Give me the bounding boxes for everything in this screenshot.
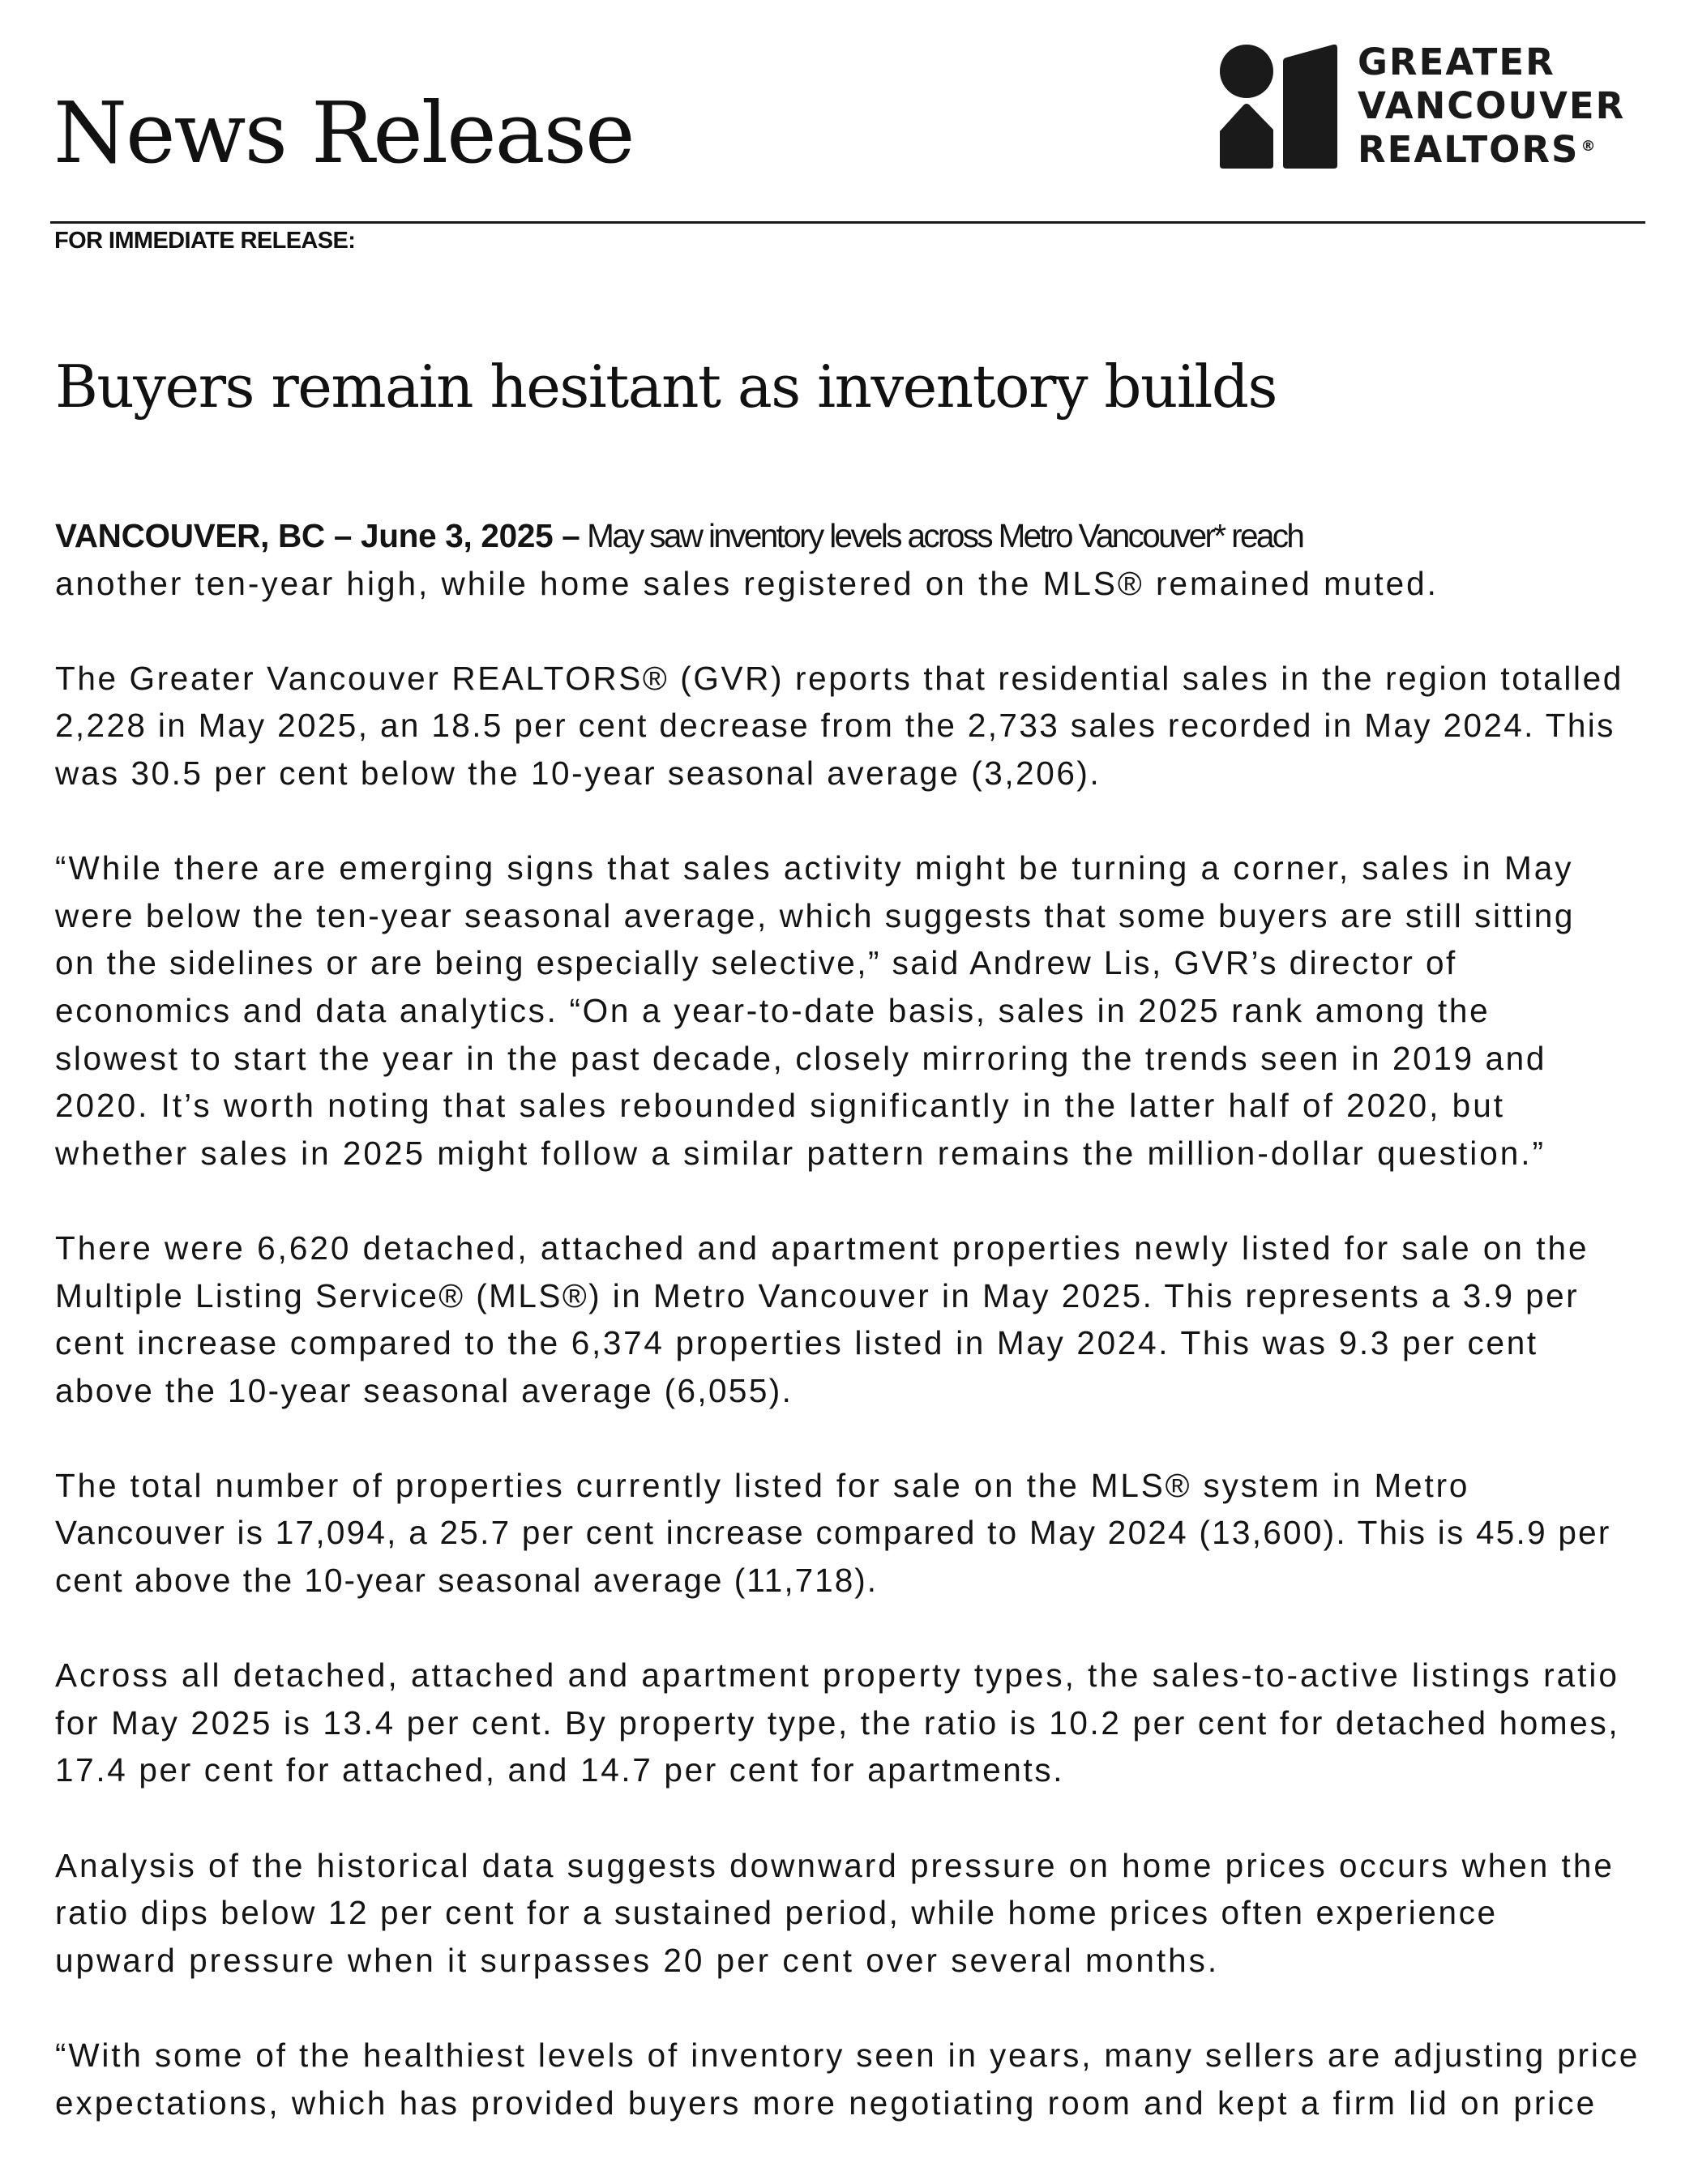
text-line: The Greater Vancouver REALTORS® (GVR) reports that residential sales in the region totalled xyxy=(55,659,1623,697)
text-line xyxy=(55,512,1652,560)
masthead-title: News Release xyxy=(53,83,634,182)
paragraph-sales-ratio xyxy=(55,1652,1652,1794)
text-line: economics and data analytics. “On a year-to-date basis, sales in 2025 rank among the xyxy=(55,991,1491,1029)
dateline: VANCOUVER, BC – June 3, 2025 – xyxy=(55,517,580,554)
gvr-logo xyxy=(1216,41,1653,178)
text-line: expectations, which has provided buyers more negotiating room and kept a firm lid on price xyxy=(55,2084,1598,2122)
paragraph-analysis xyxy=(55,1842,1652,1985)
article-body xyxy=(55,512,1652,2174)
header-divider xyxy=(50,221,1645,224)
text-line: Analysis of the historical data suggests downward pressure on home prices occurs when the xyxy=(55,1846,1615,1884)
logo-wordmark-line: REALTORS xyxy=(1358,128,1580,171)
text-line: Vancouver is 17,094, a 25.7 per cent increase compared to May 2024 (13,600). This is 45.9 per xyxy=(55,1514,1611,1552)
logo-wordmark-line-realtors xyxy=(1358,128,1625,172)
logo-building-shape xyxy=(1283,45,1337,169)
text-line: The total number of properties currently listed for sale on the MLS® system in Metro xyxy=(55,1466,1470,1504)
paragraph-quote-inventory xyxy=(55,2032,1652,2126)
text-line-content: May saw inventory levels across Metro Vancouver* reach xyxy=(580,517,1303,554)
registered-mark: ® xyxy=(1580,138,1598,155)
text-line: another ten-year high, while home sales registered on the MLS® remained muted. xyxy=(55,564,1439,602)
text-line: whether sales in 2025 might follow a similar pattern remains the million-dollar question.” xyxy=(55,1134,1546,1172)
paragraph-quote-lis xyxy=(55,844,1652,1177)
paragraph-lede xyxy=(55,512,1652,607)
text-line: There were 6,620 detached, attached and apartment properties newly listed for sale on the xyxy=(55,1229,1589,1267)
text-line: Multiple Listing Service® (MLS®) in Metro Vancouver in May 2025. This represents a 3.9 per xyxy=(55,1276,1580,1314)
text-line: ratio dips below 12 per cent for a sustained period, while home prices often experience xyxy=(55,1894,1498,1932)
gvr-logo-mark-icon xyxy=(1216,41,1345,178)
text-line: for May 2025 is 13.4 per cent. By property type, the ratio is 10.2 per cent for detached homes, xyxy=(55,1703,1620,1742)
paragraph-total-listings xyxy=(55,1462,1652,1605)
text-line: cent above the 10-year seasonal average (11,718). xyxy=(55,1562,879,1600)
text-line: on the sidelines or are being especially selective,” said Andrew Lis, GVR’s director of xyxy=(55,944,1457,982)
logo-house-shape xyxy=(1220,104,1273,169)
logo-circle-shape xyxy=(1220,45,1273,98)
paragraph-new-listings xyxy=(55,1224,1652,1414)
paragraph-sales xyxy=(55,655,1652,797)
text-line: was 30.5 per cent below the 10-year seasonal average (3,206). xyxy=(55,754,1101,792)
text-line: Across all detached, attached and apartment property types, the sales-to-active listings ratio xyxy=(55,1656,1619,1695)
logo-wordmark xyxy=(1358,41,1625,172)
text-line: “While there are emerging signs that sales activity might be turning a corner, sales in May xyxy=(55,849,1574,887)
text-line: 2020. It’s worth noting that sales rebounded significantly in the latter half of 2020, but xyxy=(55,1087,1505,1125)
text-line: 17.4 per cent for attached, and 14.7 per cent for apartments. xyxy=(55,1751,1065,1789)
text-line: upward pressure when it surpasses 20 per cent over several months. xyxy=(55,1941,1220,1979)
article-headline: Buyers remain hesitant as inventory builds xyxy=(55,353,1277,421)
text-line: above the 10-year seasonal average (6,055). xyxy=(55,1371,793,1409)
release-label: FOR IMMEDIATE RELEASE: xyxy=(54,228,356,254)
logo-wordmark-line: VANCOUVER xyxy=(1358,84,1626,127)
text-line: slowest to start the year in the past decade, closely mirroring the trends seen in 2019 and xyxy=(55,1039,1546,1077)
text-line: were below the ten-year seasonal average, which suggests that some buyers are still sitting xyxy=(55,896,1575,934)
text-line: 2,228 in May 2025, an 18.5 per cent decrease from the 2,733 sales recorded in May 2024. This xyxy=(55,707,1615,745)
text-line: cent increase compared to the 6,374 properties listed in May 2024. This was 9.3 per cent xyxy=(55,1324,1538,1362)
logo-wordmark-line: GREATER xyxy=(1358,41,1555,83)
text-line: “With some of the healthiest levels of inventory seen in years, many sellers are adjusting price xyxy=(55,2037,1640,2074)
